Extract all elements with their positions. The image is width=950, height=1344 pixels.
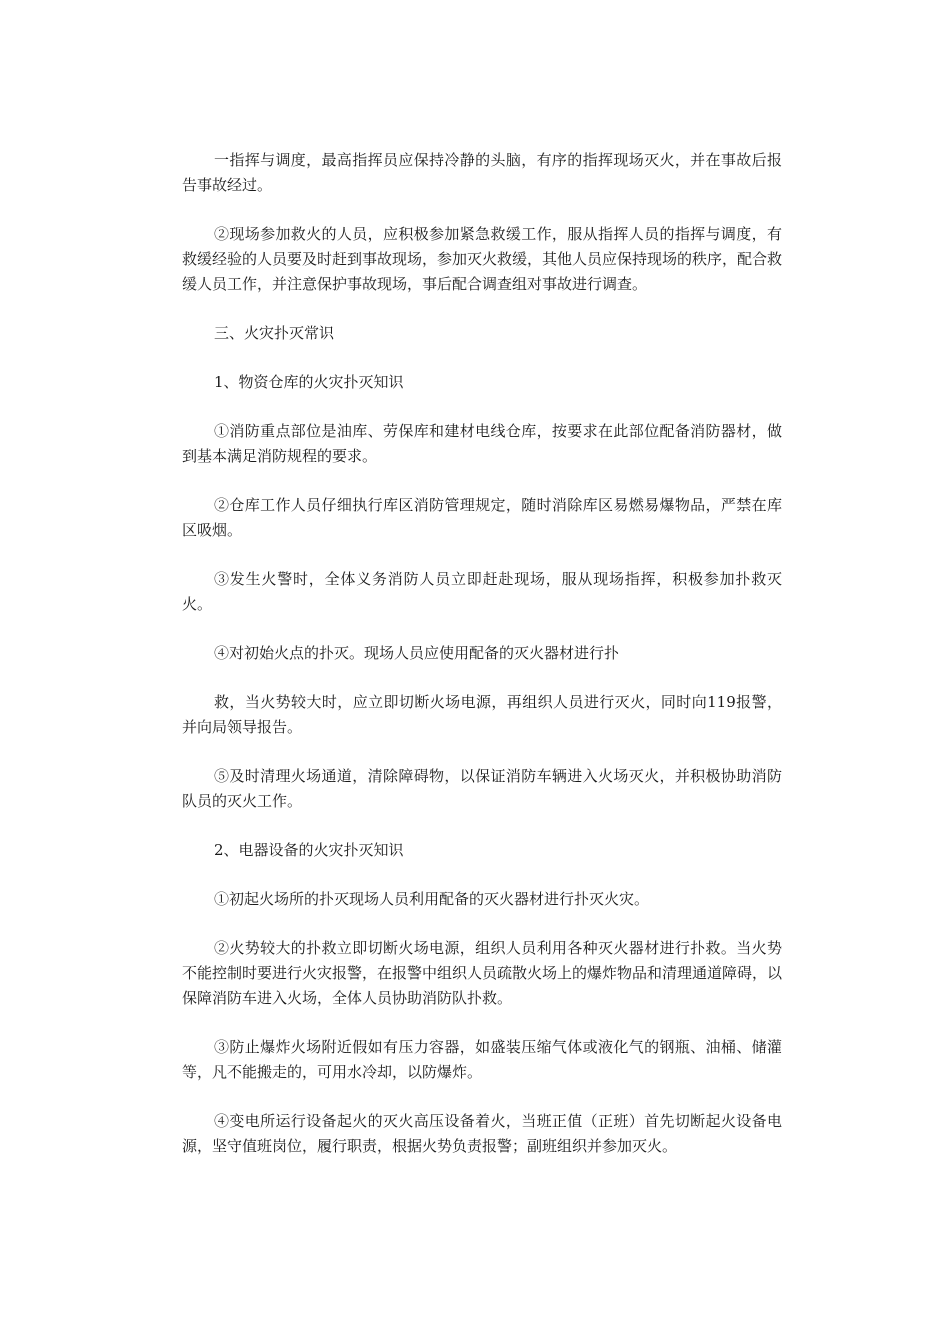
paragraph-warehouse-item-5: ⑤及时清理火场通道，清除障碍物，以保证消防车辆进入火场灭火，并积极协助消防队员的灭火工作。	[182, 767, 782, 810]
paragraph-electrical-item-1: ①初起火场所的扑灭现场人员利用配备的灭火器材进行扑灭火灾。	[214, 890, 650, 908]
paragraph-electrical-item-2: ②火势较大的扑救立即切断火场电源，组织人员利用各种灭火器材进行扑救。当火势不能控制时要进行火灾报警，在报警中组织人员疏散火场上的爆炸物品和清理通道障碍，以保障消防车进入火场，全体人员协助消防队扑救。	[182, 939, 783, 1007]
paragraph-warehouse-item-4-continued: 救，当火势较大时，应立即切断火场电源，再组织人员进行灭火，同时向119报警，并向局领导报告。	[182, 693, 782, 736]
document-page	[182, 148, 782, 1183]
paragraph-warehouse-item-3: ③发生火警时，全体义务消防人员立即赶赴现场，服从现场指挥，积极参加扑救灭火。	[182, 570, 782, 613]
paragraph-electrical-item-4: ④变电所运行设备起火的灭火高压设备着火，当班正值（正班）首先切断起火设备电源，坚守值班岗位，履行职责，根据火势负责报警；副班组织并参加灭火。	[182, 1112, 782, 1155]
paragraph-electrical-item-3: ③防止爆炸火场附近假如有压力容器，如盛装压缩气体或液化气的钢瓶、油桶、储灌等，凡不能搬走的，可用水冷却，以防爆炸。	[182, 1038, 782, 1081]
paragraph-command-dispatch: 一指挥与调度，最高指挥员应保持冷静的头脑，有序的指挥现场灭火，并在事故后报告事故经过。	[182, 151, 782, 194]
section-heading-fire-knowledge: 三、火灾扑灭常识	[214, 324, 335, 342]
paragraph-warehouse-item-1: ①消防重点部位是油库、劳保库和建材电线仓库，按要求在此部位配备消防器材，做到基本满足消防规程的要求。	[182, 422, 782, 465]
subsection-heading-warehouse: 1、物资仓库的火灾扑灭知识	[214, 373, 404, 391]
paragraph-warehouse-item-2: ②仓库工作人员仔细执行库区消防管理规定，随时消除库区易燃易爆物品，严禁在库区吸烟。	[182, 496, 782, 539]
paragraph-rescue-personnel: ②现场参加救火的人员，应积极参加紧急救缓工作，服从指挥人员的指挥与调度，有救缓经验的人员要及时赶到事故现场，参加灭火救缓，其他人员应保持现场的秩序，配合救缓人员工作，并注意保护事故现场，事后配合调查组对事故进行调查。	[182, 225, 783, 293]
paragraph-warehouse-item-4: ④对初始火点的扑灭。现场人员应使用配备的灭火器材进行扑	[214, 644, 620, 662]
subsection-heading-electrical: 2、电器设备的火灾扑灭知识	[214, 841, 404, 859]
